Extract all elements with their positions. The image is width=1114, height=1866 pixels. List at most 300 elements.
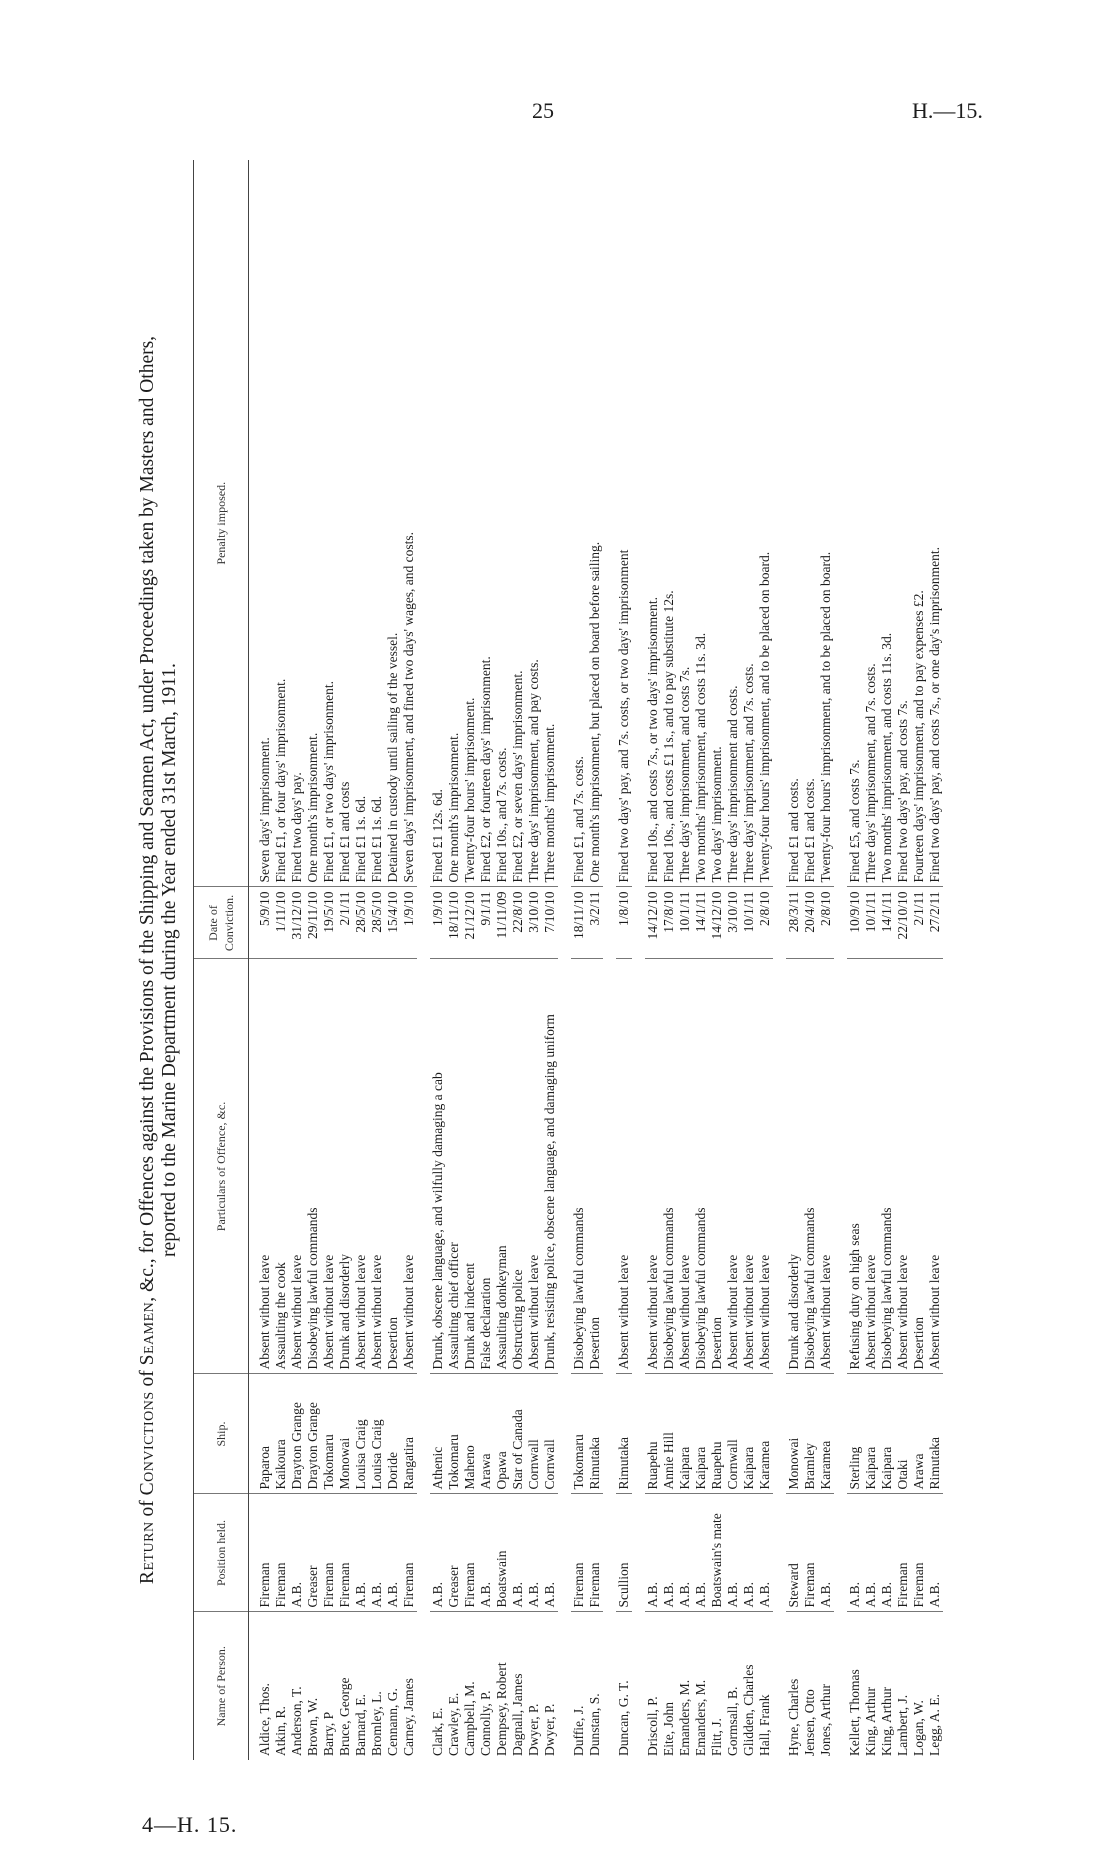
cell-ship: Karamea — [757, 1374, 773, 1494]
cell-position: A.B. — [927, 1494, 943, 1612]
table-row — [616, 160, 632, 1760]
spacer-cell — [558, 160, 571, 1760]
cell-name: Clark, E. — [430, 1707, 445, 1756]
title-line-1 — [137, 160, 159, 1760]
cell-offence: Assaulting chief officer — [446, 959, 462, 1374]
table-row — [911, 160, 927, 1760]
cell-name: Logan, W. — [911, 1700, 926, 1756]
cell-name: Connolly, P. — [478, 1690, 493, 1756]
cell-name: Dempsey, Robert — [494, 1662, 509, 1756]
cell-penalty: Three months' imprisonment. — [542, 160, 558, 887]
cell-ship: Arawa — [911, 1374, 927, 1494]
table-row — [693, 160, 709, 1760]
cell-date: 7/10/10 — [542, 887, 558, 959]
cell-penalty: Seven days' imprisonment. — [249, 160, 274, 887]
cell-date: 9/1/11 — [478, 887, 494, 959]
cell-offence: Drunk, resisting police, obscene language, and damaging uniform — [542, 959, 558, 1374]
table-row — [462, 160, 478, 1760]
cell-date: 11/11/09 — [494, 887, 510, 959]
title-seamen-word: Seamen — [137, 1301, 158, 1366]
cell-ship: Star of Canada — [510, 1374, 526, 1494]
cell-name: Anderson, T. — [289, 1686, 304, 1756]
cell-ship: Monowai — [786, 1374, 802, 1494]
cell-position: A.B. — [645, 1494, 661, 1612]
cell-penalty: Two days' imprisonment. — [709, 160, 725, 887]
cell-offence: Absent without leave — [401, 959, 417, 1374]
cell-position: A.B. — [478, 1494, 494, 1612]
cell-date: 1/9/10 — [401, 887, 417, 959]
cell-penalty: Fined £2, or seven days' imprisonment. — [510, 160, 526, 887]
cell-date: 31/12/10 — [289, 887, 305, 959]
table-row — [321, 160, 337, 1760]
cell-penalty: Fined £1 1s. 6d. — [353, 160, 369, 887]
cell-date: 2/1/11 — [911, 887, 927, 959]
cell-penalty: Three days' imprisonment and costs. — [725, 160, 741, 887]
cell-offence: Drunk and indecent — [462, 959, 478, 1374]
cell-penalty: Two months' imprisonment, and costs 11s. 3d. — [879, 160, 895, 887]
cell-ship: Ruapehu — [709, 1374, 725, 1494]
cell-name: Brown, W. — [305, 1697, 320, 1756]
cell-ship: Cornwall — [526, 1374, 542, 1494]
cell-offence: Drunk and disorderly — [786, 959, 802, 1374]
cell-offence: Absent without leave — [369, 959, 385, 1374]
cell-offence: Drunk, obscene language, and wilfully damaging a cab — [430, 959, 446, 1374]
cell-date: 10/9/10 — [847, 887, 863, 959]
cell-offence: Absent without leave — [616, 959, 632, 1374]
cell-ship: Tokomaru — [321, 1374, 337, 1494]
table-row — [757, 160, 773, 1760]
cell-penalty: Fined 10s., and costs 7s., or two days' imprisonment. — [645, 160, 661, 887]
table-row — [273, 160, 289, 1760]
cell-penalty: Fined £1 and costs. — [802, 160, 818, 887]
cell-ship: Doride — [385, 1374, 401, 1494]
cell-offence: Absent without leave — [289, 959, 305, 1374]
cell-date: 18/11/10 — [446, 887, 462, 959]
rotated-return-sheet — [135, 150, 995, 1770]
cell-offence: Absent without leave — [321, 959, 337, 1374]
cell-date: 19/5/10 — [321, 887, 337, 959]
cell-offence: Desertion — [709, 959, 725, 1374]
cell-position: Fireman — [401, 1494, 417, 1612]
cell-position: A.B. — [385, 1494, 401, 1612]
table-row — [401, 160, 417, 1760]
cell-ship: Rimutaka — [587, 1374, 603, 1494]
cell-position: Fireman — [911, 1494, 927, 1612]
cell-ship: Opawa — [494, 1374, 510, 1494]
cell-name: Lambert, J. — [895, 1694, 910, 1756]
spacer-cell — [417, 160, 430, 1760]
cell-offence: Desertion — [385, 959, 401, 1374]
cell-position: A.B. — [863, 1494, 879, 1612]
cell-name: Gormsall, B. — [725, 1686, 740, 1756]
cell-name: Emanders, M. — [693, 1679, 708, 1756]
convictions-table — [193, 160, 943, 1760]
cell-name: Dunstan, S. — [587, 1693, 602, 1756]
cell-penalty: Fined £2, or fourteen days' imprisonment. — [478, 160, 494, 887]
cell-penalty: Fined £1 and costs — [337, 160, 353, 887]
table-row — [353, 160, 369, 1760]
cell-date: 2/8/10 — [818, 887, 834, 959]
cell-name: King, Arthur — [863, 1687, 878, 1756]
cell-ship: Rimutaka — [616, 1374, 632, 1494]
cell-offence: Absent without leave — [818, 959, 834, 1374]
cell-date: 3/10/10 — [725, 887, 741, 959]
spacer-cell — [773, 160, 786, 1760]
cell-name: Driscoll, P. — [645, 1696, 660, 1756]
document-code: H.—15. — [912, 98, 983, 123]
table-row — [385, 160, 401, 1760]
cell-date: 29/11/10 — [305, 887, 321, 959]
table-row — [478, 160, 494, 1760]
table-row — [571, 160, 587, 1760]
cell-penalty: Twenty-four hours' imprisonment. — [462, 160, 478, 887]
cell-offence: Absent without leave — [645, 959, 661, 1374]
spacer-cell — [603, 160, 616, 1760]
cell-ship: Sterling — [847, 1374, 863, 1494]
cell-name: Carney, James — [401, 1678, 416, 1756]
cell-penalty: Fined two days' pay, and costs 7s., or one day's imprisonment. — [927, 160, 943, 887]
table-row — [927, 160, 943, 1760]
cell-offence: Desertion — [587, 959, 603, 1374]
cell-ship: Kaipara — [863, 1374, 879, 1494]
cell-position: A.B. — [369, 1494, 385, 1612]
cell-penalty: Three days' imprisonment, and 7s. costs. — [741, 160, 757, 887]
cell-position: A.B. — [725, 1494, 741, 1612]
cell-name: Cennann, G. — [385, 1688, 400, 1756]
cell-offence: Disobeying lawful commands — [879, 959, 895, 1374]
table-row — [818, 160, 834, 1760]
cell-name: Dwyer, P. — [542, 1703, 557, 1756]
cell-name: Bromley, L. — [369, 1691, 384, 1756]
table-row — [709, 160, 725, 1760]
table-row — [249, 160, 274, 1760]
cell-offence: Disobeying lawful commands — [661, 959, 677, 1374]
cell-date: 15/4/10 — [385, 887, 401, 959]
cell-position: A.B. — [289, 1494, 305, 1612]
cell-ship: Karamea — [818, 1374, 834, 1494]
cell-position: Greaser — [305, 1494, 321, 1612]
cell-date: 28/5/10 — [369, 887, 385, 959]
cell-name: King, Arthur — [879, 1687, 894, 1756]
cell-name: Atkin, R. — [273, 1706, 288, 1756]
cell-offence: Absent without leave — [895, 959, 911, 1374]
cell-position: A.B. — [353, 1494, 369, 1612]
cell-date: 28/5/10 — [353, 887, 369, 959]
table-row — [879, 160, 895, 1760]
cell-penalty: Detained in custody until sailing of the vessel. — [385, 160, 401, 887]
table-row — [542, 160, 558, 1760]
title-convictions-word: Convictions — [137, 1391, 158, 1496]
cell-penalty: One month's imprisonment. — [446, 160, 462, 887]
cell-position: Fireman — [587, 1494, 603, 1612]
cell-penalty: Three days' imprisonment, and costs 7s. — [677, 160, 693, 887]
cell-ship: Otaki — [895, 1374, 911, 1494]
cell-ship: Monowai — [337, 1374, 353, 1494]
cell-ship: Cornwall — [725, 1374, 741, 1494]
cell-date: 10/1/11 — [863, 887, 879, 959]
cell-offence: Absent without leave — [353, 959, 369, 1374]
table-row — [369, 160, 385, 1760]
table-row — [786, 160, 802, 1760]
cell-penalty: Fined £1 12s. 6d. — [430, 160, 446, 887]
cell-position: Fireman — [249, 1494, 274, 1612]
cell-date: 1/9/10 — [430, 887, 446, 959]
cell-name: Jensen, Otto — [802, 1689, 817, 1756]
header-penalty: Penalty imposed. — [194, 160, 249, 887]
cell-ship: Kaipara — [879, 1374, 895, 1494]
cell-name: Dagnall, James — [510, 1673, 525, 1756]
cell-offence: Absent without leave — [526, 959, 542, 1374]
cell-date: 1/8/10 — [616, 887, 632, 959]
cell-date: 20/4/10 — [802, 887, 818, 959]
cell-ship: Kaikoura — [273, 1374, 289, 1494]
cell-offence: Drunk and disorderly — [337, 959, 353, 1374]
spacer-cell — [632, 160, 645, 1760]
cell-name: Duffie, J. — [571, 1705, 586, 1756]
cell-date: 14/12/10 — [709, 887, 725, 959]
spacer-cell — [834, 160, 847, 1760]
table-row — [446, 160, 462, 1760]
row-group-spacer — [603, 160, 616, 1760]
header-offence: Particulars of Offence, &c. — [194, 959, 249, 1374]
table-row — [661, 160, 677, 1760]
title-return-word: Return — [137, 1521, 158, 1585]
cell-date: 21/12/10 — [462, 887, 478, 959]
cell-position: Fireman — [895, 1494, 911, 1612]
cell-name: Legg, A. E. — [927, 1694, 942, 1756]
cell-penalty: Fined 10s., and costs £1 1s., and to pay substitute 12s. — [661, 160, 677, 887]
cell-ship: Drayton Grange — [289, 1374, 305, 1494]
cell-offence: Disobeying lawful commands — [305, 959, 321, 1374]
table-body — [249, 160, 944, 1760]
cell-position: Boatswain — [494, 1494, 510, 1612]
cell-position: Greaser — [446, 1494, 462, 1612]
cell-name: Campbell, M. — [462, 1681, 477, 1756]
cell-penalty: Fined two days' pay, and 7s. costs, or two days' imprisonment — [616, 160, 632, 887]
cell-ship: Paparoa — [249, 1374, 274, 1494]
cell-offence: Obstructing police — [510, 959, 526, 1374]
cell-date: 2/8/10 — [757, 887, 773, 959]
cell-position: A.B. — [510, 1494, 526, 1612]
table-row — [526, 160, 542, 1760]
cell-ship: Cornwall — [542, 1374, 558, 1494]
table-row — [494, 160, 510, 1760]
cell-name: Hyne, Charles — [786, 1678, 801, 1756]
cell-date: 1/11/10 — [273, 887, 289, 959]
document-title — [137, 160, 181, 1760]
cell-penalty: Twenty-four hours' imprisonment, and to be placed on board. — [757, 160, 773, 887]
cell-offence: False declaration — [478, 959, 494, 1374]
cell-offence: Absent without leave — [757, 959, 773, 1374]
cell-date: 14/12/10 — [645, 887, 661, 959]
cell-ship: Louisa Craig — [369, 1374, 385, 1494]
cell-penalty: Fined 10s., and 7s. costs. — [494, 160, 510, 887]
cell-name: Glidden, Charles — [741, 1664, 756, 1756]
cell-ship: Kaipara — [741, 1374, 757, 1494]
cell-ship: Arawa — [478, 1374, 494, 1494]
cell-name: Barnard, E. — [353, 1694, 368, 1756]
table-row — [677, 160, 693, 1760]
cell-position: Fireman — [273, 1494, 289, 1612]
cell-position: Boatswain's mate — [709, 1494, 725, 1612]
cell-date: 5/9/10 — [249, 887, 274, 959]
table-row — [863, 160, 879, 1760]
cell-position: A.B. — [879, 1494, 895, 1612]
cell-date: 17/8/10 — [661, 887, 677, 959]
cell-penalty: Fined two days' pay, and costs 7s. — [895, 160, 911, 887]
cell-date: 18/11/10 — [571, 887, 587, 959]
cell-name: Eite, John — [661, 1702, 676, 1756]
cell-penalty: One month's imprisonment. — [305, 160, 321, 887]
cell-date: 27/2/11 — [927, 887, 943, 959]
table-row — [895, 160, 911, 1760]
cell-name: Bruce, George — [337, 1677, 352, 1756]
cell-name: Aldice, Thos. — [257, 1683, 272, 1756]
cell-position: A.B. — [757, 1494, 773, 1612]
cell-penalty: Seven days' imprisonment, and fined two days' wages, and costs. — [401, 160, 417, 887]
cell-offence: Assaulting the cook — [273, 959, 289, 1374]
cell-date: 14/1/11 — [879, 887, 895, 959]
table-row — [337, 160, 353, 1760]
cell-date: 28/3/11 — [786, 887, 802, 959]
title-of-word-2: of — [137, 1365, 158, 1392]
cell-position: A.B. — [677, 1494, 693, 1612]
cell-penalty: Two months' imprisonment, and costs 11s. 3d. — [693, 160, 709, 887]
row-group-spacer — [632, 160, 645, 1760]
cell-position: A.B. — [430, 1494, 446, 1612]
cell-position: A.B. — [661, 1494, 677, 1612]
cell-date: 10/1/11 — [741, 887, 757, 959]
cell-position: A.B. — [693, 1494, 709, 1612]
cell-ship: Rimutaka — [927, 1374, 943, 1494]
table-row — [289, 160, 305, 1760]
cell-penalty: Fined £1, or four days' imprisonment. — [273, 160, 289, 887]
cell-name: Hall, Frank — [757, 1694, 772, 1756]
cell-name: Emanders, M. — [677, 1679, 692, 1756]
table-row — [802, 160, 818, 1760]
cell-position: Fireman — [802, 1494, 818, 1612]
cell-ship: Ruapehu — [645, 1374, 661, 1494]
cell-date: 22/10/10 — [895, 887, 911, 959]
cell-name: Kellett, Thomas — [847, 1669, 862, 1756]
cell-penalty: Twenty-four hours' imprisonment, and to be placed on board. — [818, 160, 834, 887]
page-number: 25 — [532, 98, 554, 123]
header-position: Position held. — [194, 1494, 249, 1612]
cell-penalty: Fined £1, and 7s. costs. — [571, 160, 587, 887]
title-line-2: reported to the Marine Department during the Year ended 31st March, 1911. — [159, 663, 180, 1257]
table-header-row — [194, 160, 249, 1760]
cell-name: Flitt, J. — [709, 1718, 724, 1756]
cell-ship: Drayton Grange — [305, 1374, 321, 1494]
footer-document-code: 4—H. 15. — [142, 1812, 238, 1837]
cell-position: Steward — [786, 1494, 802, 1612]
table-row — [430, 160, 446, 1760]
cell-ship: Bramley — [802, 1374, 818, 1494]
cell-ship: Kaipara — [693, 1374, 709, 1494]
cell-ship: Louisa Craig — [353, 1374, 369, 1494]
row-group-spacer — [558, 160, 571, 1760]
cell-date: 22/8/10 — [510, 887, 526, 959]
cell-ship: Tokomaru — [446, 1374, 462, 1494]
cell-penalty: One month's imprisonment, but placed on board before sailing. — [587, 160, 603, 887]
cell-date: 2/1/11 — [337, 887, 353, 959]
header-date: Date of Conviction. — [194, 887, 249, 959]
cell-penalty: Fined £1 1s. 6d. — [369, 160, 385, 887]
cell-penalty: Fined two days' pay. — [289, 160, 305, 887]
row-group-spacer — [773, 160, 786, 1760]
title-line-1-rest: , &c., for Offences against the Provisions of the Shipping and Seamen Act, under Proceedings taken by Masters and Others, — [137, 335, 158, 1302]
cell-offence: Absent without leave — [863, 959, 879, 1374]
cell-offence: Disobeying lawful commands — [693, 959, 709, 1374]
title-of-word: of — [137, 1495, 158, 1522]
cell-position: Fireman — [571, 1494, 587, 1612]
cell-offence: Absent without leave — [725, 959, 741, 1374]
cell-position: Fireman — [337, 1494, 353, 1612]
cell-position: A.B. — [542, 1494, 558, 1612]
cell-offence: Desertion — [911, 959, 927, 1374]
cell-date: 3/10/10 — [526, 887, 542, 959]
cell-offence: Disobeying lawful commands — [802, 959, 818, 1374]
cell-position: Fireman — [321, 1494, 337, 1612]
table-row — [741, 160, 757, 1760]
header-ship: Ship. — [194, 1374, 249, 1494]
cell-offence: Disobeying lawful commands — [571, 959, 587, 1374]
cell-ship: Annie Hill — [661, 1374, 677, 1494]
header-name: Name of Person. — [194, 1612, 249, 1760]
cell-offence: Absent without leave — [927, 959, 943, 1374]
cell-name: Duncan, G. T. — [616, 1680, 631, 1756]
row-group-spacer — [417, 160, 430, 1760]
cell-ship: Tokomaru — [571, 1374, 587, 1494]
table-row — [645, 160, 661, 1760]
cell-penalty: Fined £1, or two days' imprisonment. — [321, 160, 337, 887]
cell-name: Jones, Arthur — [818, 1684, 833, 1756]
cell-position: A.B. — [526, 1494, 542, 1612]
cell-penalty: Three days' imprisonment, and 7s. costs. — [863, 160, 879, 887]
cell-ship: Athenic — [430, 1374, 446, 1494]
cell-offence: Absent without leave — [249, 959, 274, 1374]
cell-offence: Absent without leave — [677, 959, 693, 1374]
cell-name: Barry, P — [321, 1711, 336, 1756]
cell-offence: Assaulting donkeyman — [494, 959, 510, 1374]
row-group-spacer — [834, 160, 847, 1760]
cell-penalty: Fined £5, and costs 7s. — [847, 160, 863, 887]
cell-position: Fireman — [462, 1494, 478, 1612]
table-row — [725, 160, 741, 1760]
cell-ship: Rangatira — [401, 1374, 417, 1494]
cell-ship: Kaipara — [677, 1374, 693, 1494]
cell-position: Scullion — [616, 1494, 632, 1612]
table-row — [587, 160, 603, 1760]
cell-penalty: Three days' imprisonment, and pay costs. — [526, 160, 542, 887]
cell-penalty: Fourteen days' imprisonment, and to pay expenses £2. — [911, 160, 927, 887]
cell-position: A.B. — [818, 1494, 834, 1612]
cell-date: 3/2/11 — [587, 887, 603, 959]
cell-date: 10/1/11 — [677, 887, 693, 959]
cell-penalty: Fined £1 and costs. — [786, 160, 802, 887]
cell-offence: Refusing duty on high seas — [847, 959, 863, 1374]
table-row — [847, 160, 863, 1760]
cell-date: 14/1/11 — [693, 887, 709, 959]
cell-position: A.B. — [741, 1494, 757, 1612]
cell-position: A.B. — [847, 1494, 863, 1612]
table-row — [305, 160, 321, 1760]
cell-offence: Absent without leave — [741, 959, 757, 1374]
table-row — [510, 160, 526, 1760]
cell-name: Dwyer, P. — [526, 1703, 541, 1756]
cell-name: Crawley, E. — [446, 1692, 461, 1756]
cell-ship: Maheno — [462, 1374, 478, 1494]
